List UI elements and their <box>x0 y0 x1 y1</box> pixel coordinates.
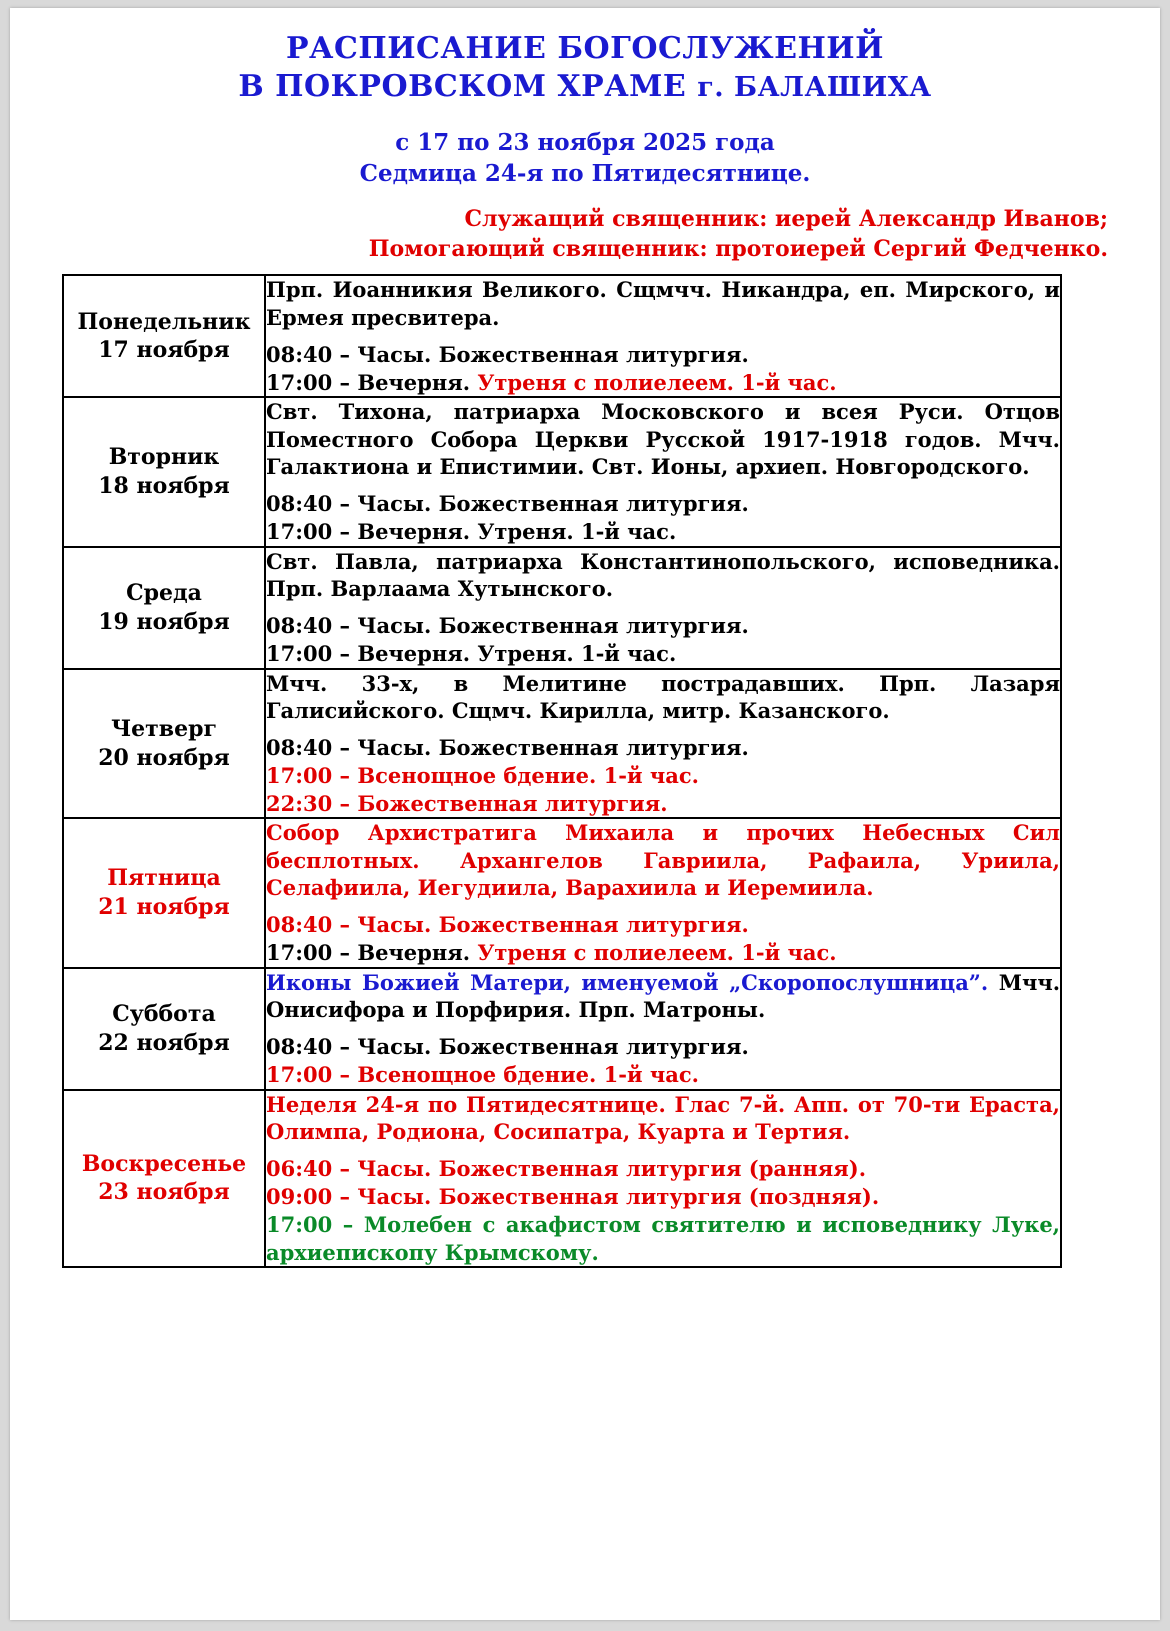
day-cell <box>63 669 265 819</box>
day-name: Пятница <box>107 865 221 892</box>
commemoration-segment: Собор Архистратига Михаила и прочих Небесных Сил бесплотных. Архангелов Гавриила, Рафаила, Уриила, Селафиила, Иегудиила, Варахиила и Иеремиила. <box>266 820 1060 900</box>
service-line <box>266 734 1060 762</box>
day-name: Понедельник <box>77 308 251 335</box>
commemoration-text <box>266 548 1060 603</box>
commemoration-text <box>266 276 1060 331</box>
table-row <box>63 275 1061 397</box>
commemoration-text <box>266 398 1060 480</box>
service-line <box>266 369 1060 397</box>
service-line <box>266 612 1060 640</box>
table-row <box>63 547 1061 669</box>
service-segment: 22:30 – Божественная литургия. <box>266 790 668 816</box>
commemoration-segment: Иконы Божией Матери, именуемой „Скоропослушница”. <box>266 969 989 995</box>
table-row <box>63 669 1061 819</box>
service-segment: 08:40 – Часы. Божественная литургия. <box>266 613 749 639</box>
date-range: с 17 по 23 ноября 2025 года <box>395 128 775 156</box>
service-segment: 17:00 – Вечерня. <box>266 369 478 395</box>
table-row <box>63 968 1061 1090</box>
service-line <box>266 640 1060 668</box>
commemoration-segment: Прп. Иоанникия Великого. Сщмчч. Никандра, еп. Мирского, и Ермея пресвитера. <box>266 277 1060 330</box>
page-title <box>62 30 1108 107</box>
service-line <box>266 341 1060 369</box>
service-segment: 17:00 – Вечерня. Утреня. 1-й час. <box>266 518 677 544</box>
service-segment: 08:40 – Часы. Божественная литургия. <box>266 1034 749 1060</box>
day-content-cell <box>265 275 1061 397</box>
service-line <box>266 1061 1060 1089</box>
day-content-cell <box>265 669 1061 819</box>
service-segment: 08:40 – Часы. Божественная литургия. <box>266 735 749 761</box>
service-line <box>266 1211 1060 1266</box>
subtitle <box>62 127 1108 189</box>
day-date: 20 ноября <box>98 744 230 771</box>
day-cell <box>63 1090 265 1267</box>
service-line <box>266 1183 1060 1211</box>
commemoration-text <box>266 969 1060 1024</box>
clergy-block <box>62 205 1108 264</box>
day-name: Среда <box>126 580 202 607</box>
service-line <box>266 911 1060 939</box>
title-line-1: РАСПИСАНИЕ БОГОСЛУЖЕНИЙ <box>286 31 884 66</box>
service-line <box>266 490 1060 518</box>
day-cell <box>63 547 265 669</box>
day-name: Четверг <box>111 715 217 742</box>
service-line <box>266 790 1060 818</box>
day-date: 18 ноября <box>98 472 230 499</box>
service-line <box>266 518 1060 546</box>
day-cell <box>63 968 265 1090</box>
commemoration-segment: Свт. Павла, патриарха Константинопольского, исповедника. Прп. Варлаама Хутынского. <box>266 548 1060 601</box>
day-name: Суббота <box>112 1001 216 1028</box>
week-name: Седмица 24-я по Пятидесятнице. <box>359 159 811 187</box>
day-cell <box>63 275 265 397</box>
service-line <box>266 939 1060 967</box>
day-name: Воскресенье <box>81 1150 247 1177</box>
table-row <box>63 818 1061 967</box>
title-line-2-main: В ПОКРОВСКОМ ХРАМЕ <box>238 69 687 105</box>
day-content-cell <box>265 818 1061 967</box>
table-row <box>63 1090 1061 1267</box>
commemoration-segment: Свт. Тихона, патриарха Московского и всея Руси. Отцов Поместного Собора Церкви Русской 1917-1918 годов. Мчч. Галактиона и Епистимии. Свт. Ионы, архиеп. Новгородского. <box>266 399 1060 479</box>
service-segment: 09:00 – Часы. Божественная литургия (поздняя). <box>266 1184 880 1210</box>
day-name: Вторник <box>108 444 220 471</box>
service-segment: 08:40 – Часы. Божественная литургия. <box>266 341 749 367</box>
clergy-main: Служащий священник: иерей Александр Иванов; <box>464 205 1108 232</box>
service-line <box>266 762 1060 790</box>
schedule-page <box>10 8 1160 1620</box>
service-segment: 08:40 – Часы. Божественная литургия. <box>266 912 749 938</box>
service-segment: 17:00 – Вечерня. Утреня. 1-й час. <box>266 640 677 666</box>
day-date: 23 ноября <box>98 1179 230 1206</box>
commemoration-text <box>266 819 1060 901</box>
service-segment: Утреня с полиелеем. 1-й час. <box>477 369 837 395</box>
day-content-cell <box>265 547 1061 669</box>
day-content-cell <box>265 1090 1061 1267</box>
day-cell <box>63 818 265 967</box>
day-content-cell <box>265 968 1061 1090</box>
title-line-2 <box>62 68 1108 106</box>
service-segment: 17:00 – Всенощное бдение. 1-й час. <box>266 762 699 788</box>
day-date: 19 ноября <box>98 608 230 635</box>
day-content-cell <box>265 397 1061 546</box>
service-segment: 17:00 – Молебен с акафистом святителю и исповеднику Луке, архиепископу Крымскому. <box>266 1211 1060 1265</box>
day-date: 21 ноября <box>98 894 230 921</box>
commemoration-segment: Неделя 24-я по Пятидесятнице. Глас 7-й. Апп. от 70-ти Ераста, Олимпа, Родиона, Сосипатра, Куарта и Тертия. <box>266 1091 1060 1145</box>
day-date: 22 ноября <box>98 1029 230 1056</box>
service-segment: 06:40 – Часы. Божественная литургия (ранняя). <box>266 1156 867 1182</box>
service-segment: Утреня с полиелеем. 1-й час. <box>477 940 837 965</box>
service-line <box>266 1155 1060 1183</box>
service-segment: 17:00 – Вечерня. <box>266 940 478 965</box>
service-line <box>266 1033 1060 1061</box>
table-row <box>63 397 1061 546</box>
title-line-2-city: г. БАЛАШИХА <box>697 72 932 104</box>
clergy-helper: Помогающий священник: протоиерей Сергий Федченко. <box>368 235 1108 262</box>
service-segment: 08:40 – Часы. Божественная литургия. <box>266 491 749 517</box>
schedule-table <box>62 274 1062 1268</box>
commemoration-segment: Мчч. 33-х, в Мелитине пострадавших. Прп. Лазаря Галисийского. Сщмч. Кирилла, митр. Казанского. <box>266 670 1060 723</box>
commemoration-text <box>266 1091 1060 1146</box>
commemoration-segment: Мчч. Онисифора и Порфирия. Прп. Матроны. <box>266 969 1061 1023</box>
day-cell <box>63 397 265 546</box>
day-date: 17 ноября <box>98 337 230 364</box>
commemoration-text <box>266 670 1060 725</box>
service-segment: 17:00 – Всенощное бдение. 1-й час. <box>266 1062 699 1088</box>
